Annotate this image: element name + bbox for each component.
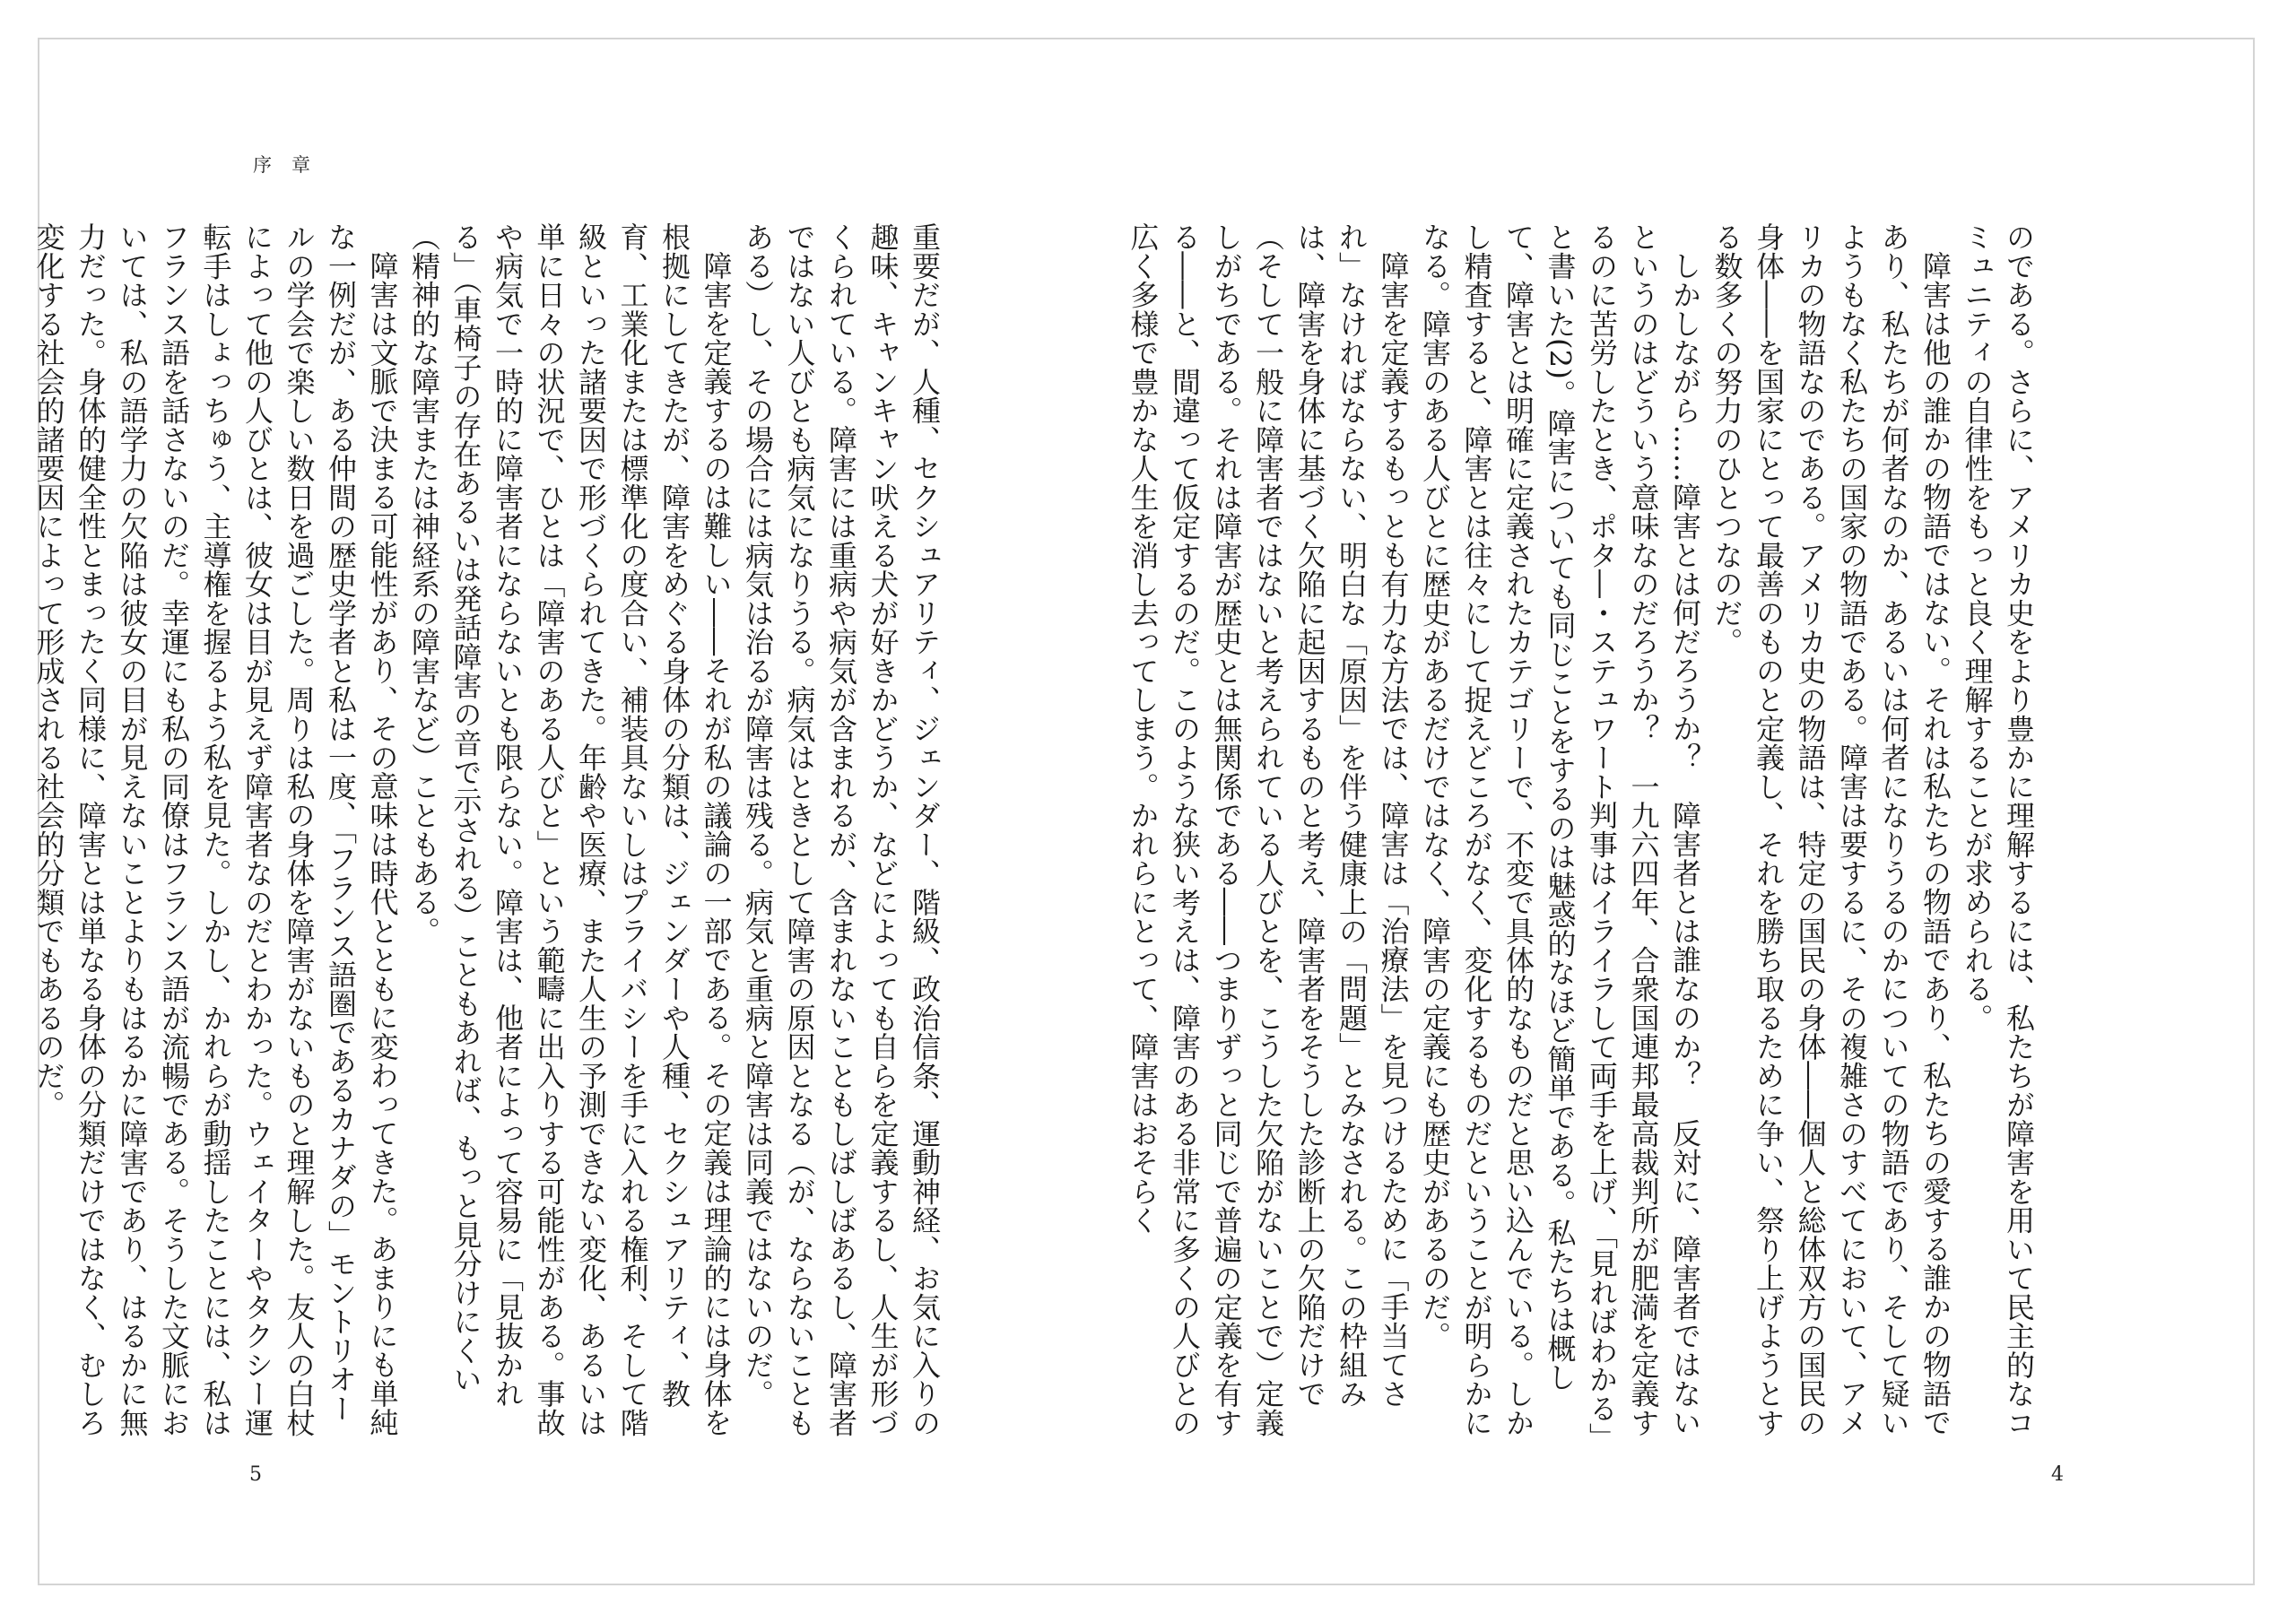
- body-paragraph: 障害を定義するもっとも有力な方法では、障害は「治療法」を見つけるために「手当てされ」なければならない、明白な「原因」を伴う健康上の「問題」とみなされる。この枠組みは、障害を身体に基づく欠陥に起因するものと考え、障害者をそうした診断上の欠陥だけで（そして一般に障害者ではないと考えられている人びとを、こうした欠陥がないことで）定義しがちである。それは障害が歴史とは無関係である――つまりずっと同じで普遍の定義を有する――と、間違って仮定するのだ。このような狭い考えは、障害のある非常に多くの人びとの広く多様で豊かな人生を消し去ってしまう。かれらにとって、障害はおそらく: [1126, 222, 1411, 1437]
- body-paragraph: 重要だが、人種、セクシュアリティ、ジェンダー、階級、政治信条、運動神経、お気に入りの趣味、キャンキャン吠える犬が好きかどうか、などによっても自らを定義するし、人生が形づくられている。障害には重病や病気が含まれるが、含まれないこともしばしばあるし、障害者ではない人びとも病気になりうる。病気はときとして障害の原因となる（が、ならないこともある）し、その場合には病気は治るが障害は残る。病気と重病と障害は同義ではないのだ。: [741, 222, 942, 1437]
- right-page: [1126, 0, 2296, 1623]
- running-head: 序章: [253, 154, 330, 176]
- right-page-body: [1126, 222, 2039, 1442]
- page-number: 4: [2051, 1463, 2064, 1486]
- body-paragraph: 障害は他の誰かの物語ではない。それは私たちの物語であり、私たちの愛する誰かの物語であり、私たちが何者なのか、あるいは何者になりうるのかについての物語であり、そして疑いようもなく私たちの国家の物語である。障害は要するに、その複雑さのすべてにおいて、アメリカの物語なのである。アメリカ史の物語は、特定の国民の身体――個人と総体双方の国民の身体――を国家にとって最善のものと定義し、それを勝ち取るために争い、祭り上げようとする数多くの努力のひとつなのだ。: [1709, 222, 1952, 1437]
- body-paragraph: 障害は文脈で決まる可能性があり、その意味は時代とともに変わってきた。あまりにも単純な一例だが、ある仲間の歴史学者と私は一度、「フランス語圏であるカナダの」モントリオールの学会で楽しい数日を過ごした。周りは私の身体を障害がないものと理解した。友人の白杖によって他の人びとは、彼女は目が見えず障害者なのだとわかった。ウェイターやタクシー運転手はしょっちゅう、主導権を握るよう私を見た。しかし、かれらが動揺したことには、私はフランス語を話さないのだ。幸運にも私の同僚はフランス語が流暢である。そうした文脈においては、私の語学力の欠陥は彼女の目が見えないことよりもはるかに障害であり、はるかに無力だった。身体的健全性とまったく同様に、障害とは単なる身体の分類だけではなく、むしろ変化する社会的諸要因によって形成される社会的分類でもあるのだ。: [31, 222, 400, 1437]
- left-page-body: [31, 222, 945, 1442]
- body-paragraph: しかしながら……障害とは何だろうか？ 障害者とは誰なのか？ 反対に、障害者ではないというのはどういう意味なのだろうか？ 一九六四年、合衆国連邦最高裁判所が肥満を定義するのに苦労したとき、ポタ―・ステュワート判事はイライラして両手を上げ、「見ればわかる」と書いた(2)。障害についても同じことをするのは魅惑的なほど簡単である。私たちは概して、障害とは明確に定義されたカテゴリーで、不変で具体的なものだと思い込んでいる。しかし精査すると、障害とは往々にして捉えどころがなく、変化するものだということが明らかになる。障害のある人びとに歴史があるだけではなく、障害の定義にも歴史があるのだ。: [1418, 222, 1702, 1437]
- body-paragraph: 障害を定義するのは難しい――それが私の議論の一部である。その定義は理論的には身体を根拠にしてきたが、障害をめぐる身体の分類は、ジェンダーや人種、セクシュアリティ、教育、工業化または標準化の度合い、補装具ないしはプライバシーを手に入れる権利、そして階級といった諸要因で形づくられてきた。年齢や医療、また人生の予測できない変化、あるいは単に日々の状況で、ひとは「障害のある人びと」という範疇に出入りする可能性がある。事故や病気で一時的に障害者にならないとも限らない。障害は、他者によって容易に「見抜かれる」（車椅子の存在あるいは発話障害の音で示される）こともあれば、もっと見分けにくい（精神的な障害または神経系の障害など）こともある。: [407, 222, 734, 1437]
- page-number: 5: [249, 1463, 262, 1486]
- body-paragraph: のである。さらに、アメリカ史をより豊かに理解するには、私たちが障害を用いて民主的なコミュニティの自律性をもっと良く理解することが求められる。: [1960, 222, 2036, 1437]
